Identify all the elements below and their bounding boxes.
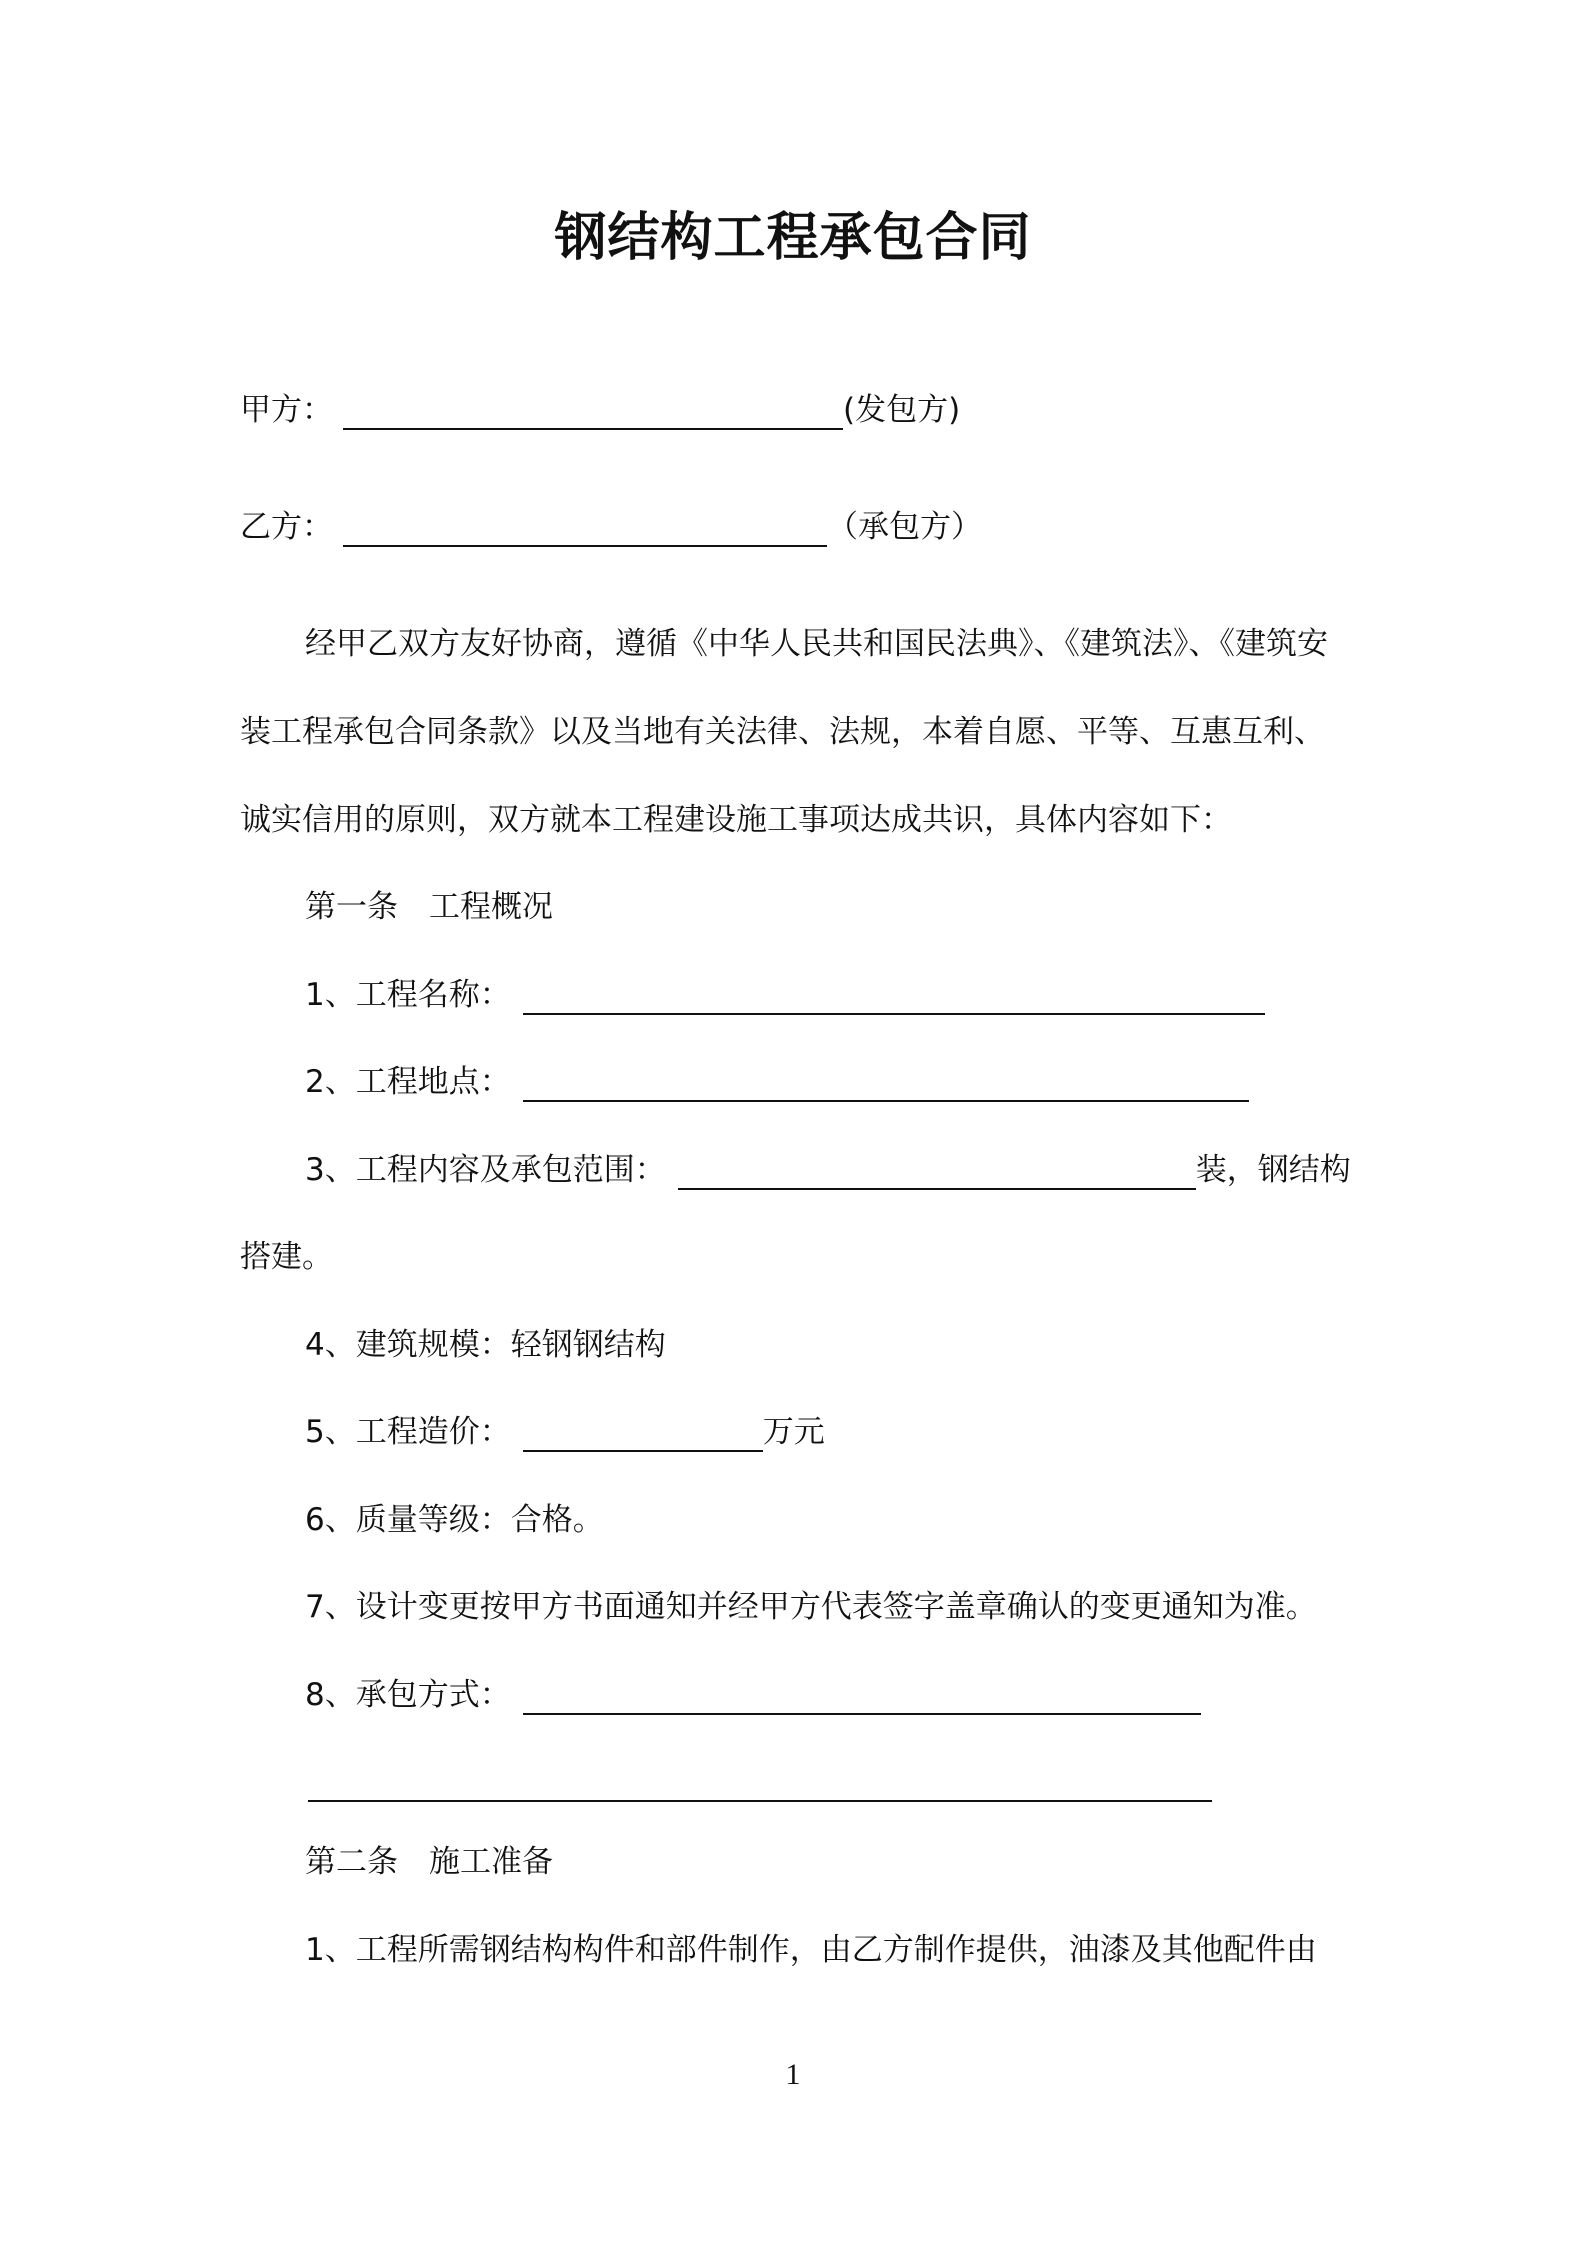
party-b-suffix: （承包方）: [827, 509, 982, 545]
item-6-line: 6、质量等级：合格。: [305, 1502, 604, 1538]
item-3-suffix: 装，钢结构: [1195, 1152, 1351, 1188]
item-2-label: 2、工程地点：: [305, 1064, 511, 1100]
intro-line-1: 经甲乙双方友好协商，遵循《中华人民共和国民法典》、《建筑法》、《建筑安: [305, 626, 1328, 662]
document-title: 钢结构工程承包合同: [554, 208, 1032, 268]
party-a-line: [240, 390, 960, 430]
item-1-line: [305, 975, 1265, 1015]
item-7-line: 7、设计变更按甲方书面通知并经甲方代表签字盖章确认的变更通知为准。: [305, 1589, 1317, 1625]
party-b-label: 乙方：: [240, 509, 333, 545]
party-a-blank[interactable]: [343, 392, 843, 430]
item-3-label: 3、工程内容及承包范围：: [305, 1152, 666, 1188]
project-name-blank[interactable]: [523, 977, 1265, 1015]
item-8-label: 8、承包方式：: [305, 1677, 511, 1713]
item-2-line: [305, 1062, 1249, 1102]
item-8-line: [305, 1675, 1201, 1715]
project-location-blank[interactable]: [523, 1064, 1249, 1102]
contract-method-blank[interactable]: [523, 1677, 1201, 1715]
page-number: 1: [785, 2058, 801, 2091]
item-4-line: 4、建筑规模：轻钢钢结构: [305, 1327, 666, 1363]
item-5-line: [305, 1412, 825, 1452]
item-1-label: 1、工程名称：: [305, 977, 511, 1013]
article-2-heading: 第二条 施工准备: [305, 1844, 553, 1880]
item-5-label: 5、工程造价：: [305, 1414, 511, 1450]
contract-method-blank-2[interactable]: [308, 1800, 1212, 1802]
intro-line-3: 诚实信用的原则，双方就本工程建设施工事项达成共识，具体内容如下：: [240, 802, 1232, 838]
party-b-line: [240, 507, 982, 547]
article-2-item-1: 1、工程所需钢结构构件和部件制作，由乙方制作提供，油漆及其他配件由: [305, 1932, 1317, 1968]
article-1-heading: 第一条 工程概况: [305, 889, 553, 925]
item-3-line: [305, 1150, 1351, 1190]
item-5-suffix: 万元: [762, 1414, 825, 1450]
party-a-label: 甲方：: [240, 392, 333, 428]
party-b-blank[interactable]: [343, 509, 827, 547]
project-cost-blank[interactable]: [523, 1414, 763, 1452]
intro-line-2: 装工程承包合同条款》以及当地有关法律、法规，本着自愿、平等、互惠互利、: [240, 714, 1325, 750]
project-scope-blank[interactable]: [678, 1152, 1196, 1190]
item-3-continuation: 搭建。: [240, 1239, 333, 1275]
party-a-suffix: (发包方): [843, 392, 961, 428]
